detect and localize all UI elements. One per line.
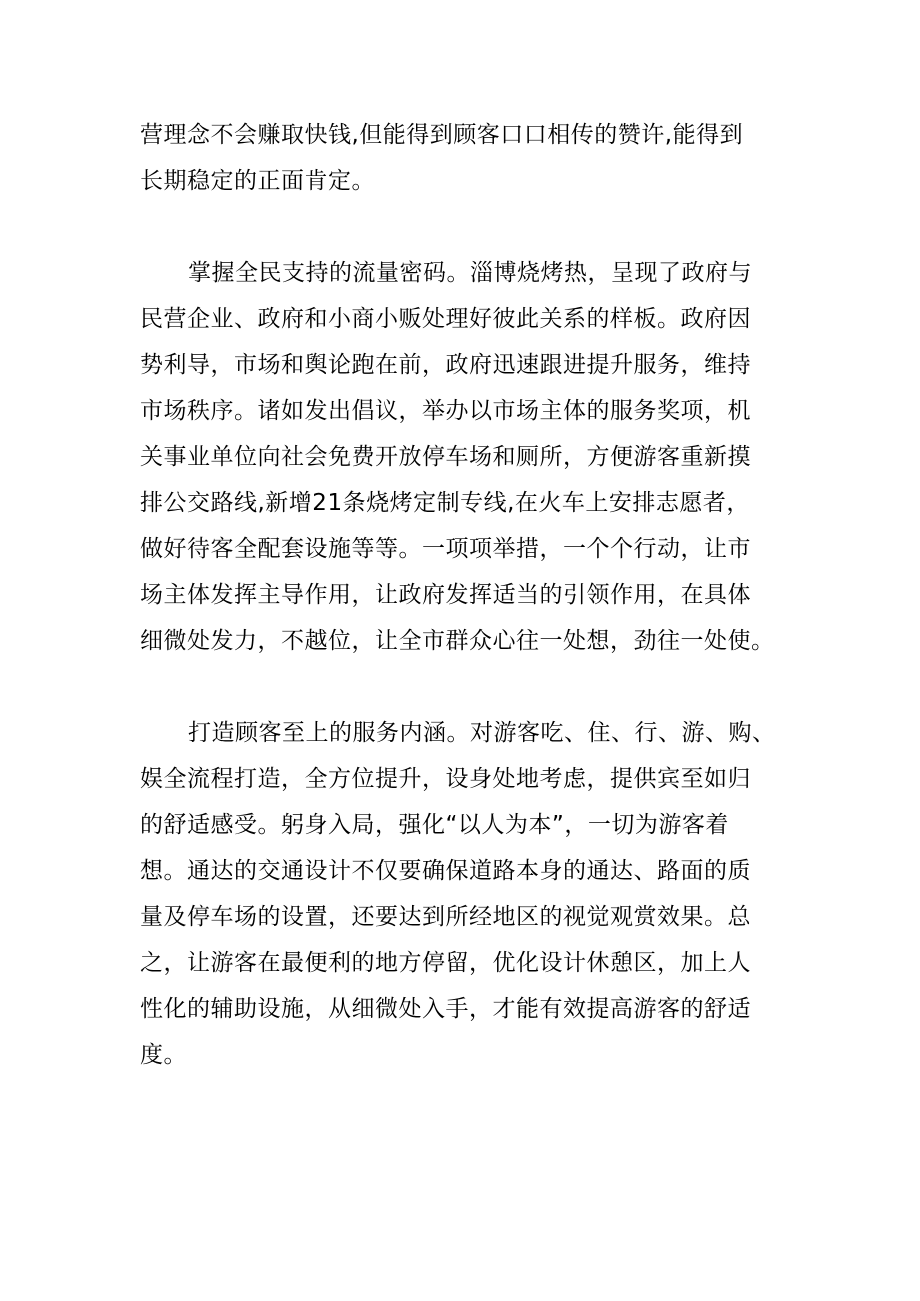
paragraph-2-line-2: 民营企业、政府和小商小贩处理好彼此关系的样板。政府因 [140,306,751,332]
paragraph-3-line-2: 娱全流程打造，全方位提升，设身处地考虑，提供宾至如归 [140,766,751,792]
paragraph-2-line-4: 市场秩序。诸如发出倡议，举办以市场主体的服务奖项，机 [140,398,751,424]
paragraph-3-line-5: 量及停车场的设置，还要达到所经地区的视觉观赏效果。总 [140,904,751,930]
paragraph-2-line-7: 做好待客全配套设施等等。一项项举措，一个个行动，让市 [140,536,751,562]
paragraph-3-line-7: 性化的辅助设施，从细微处入手，才能有效提高游客的舒适 [140,996,751,1022]
paragraph-3-line-6: 之，让游客在最便利的地方停留，优化设计休憩区，加上人 [140,950,751,976]
paragraph-2-line-1: 掌握全民支持的流量密码。淄博烧烤热，呈现了政府与 [188,260,752,286]
paragraph-3-line-3: 的舒适感受。躬身入局，强化“以人为本”，一切为游客着 [140,812,729,838]
paragraph-2-line-3: 势利导，市场和舆论跑在前，政府迅速跟进提升服务，维持 [140,352,751,378]
paragraph-1-line-2: 长期稳定的正面肯定。 [140,168,375,194]
paragraph-2-line-6: 排公交路线,新增21条烧烤定制专线,在火车上安排志愿者， [140,490,750,516]
paragraph-3-line-1: 打造顾客至上的服务内涵。对游客吃、住、行、游、购、 [188,720,776,746]
paragraph-2-line-5: 关事业单位向社会免费开放停车场和厕所，方便游客重新摸 [140,444,751,470]
paragraph-2-line-8: 场主体发挥主导作用，让政府发挥适当的引领作用，在具体 [140,582,751,608]
paragraph-1-line-1: 营理念不会赚取快钱,但能得到顾客口口相传的赞许,能得到 [140,122,744,148]
paragraph-3-line-8: 度。 [140,1042,187,1068]
paragraph-3-line-4: 想。通达的交通设计不仅要确保道路本身的通达、路面的质 [140,858,751,884]
paragraph-2-line-9: 细微处发力，不越位，让全市群众心往一处想，劲往一处使。 [140,628,775,654]
